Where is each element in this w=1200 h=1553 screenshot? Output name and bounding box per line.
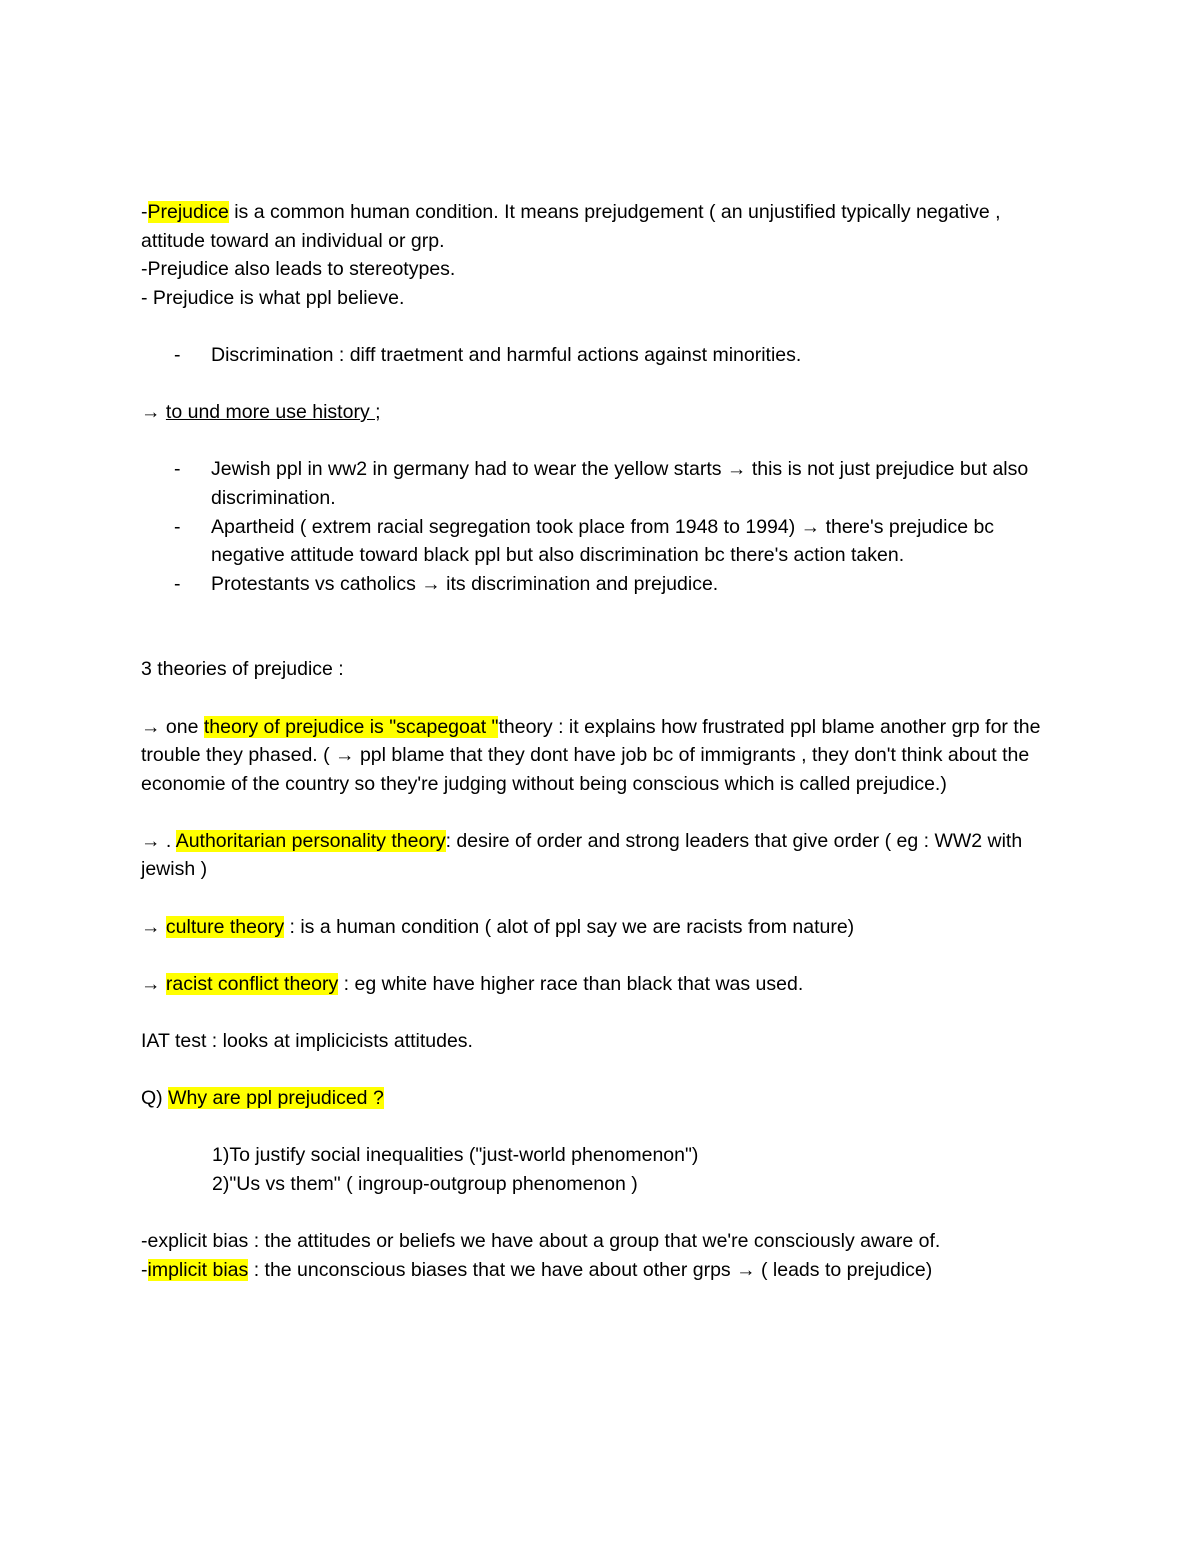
history-underlined: to und more use history ;	[165, 401, 381, 424]
implicit-bias: -implicit bias : the unconscious biases that we have about other grps → ( leads to prejudice)	[141, 1258, 933, 1281]
bullet-dash: -	[174, 515, 181, 538]
bullet-example-3	[141, 570, 1061, 599]
bullet-text: Jewish ppl in ww2 in germany had to wear the yellow starts → this is not just prejudice but also discrimination.	[211, 458, 1029, 509]
scapegoat-theory: → one theory of prejudice is "scapegoat "theory : it explains how frustrated ppl blame another grp for the trouble they phased. ( → ppl blame that they dont have job bc of immigrants , they don't think about the economie of the country so they're judging without being conscious which is called prejudice.)	[141, 715, 1041, 795]
highlight-question: Why are ppl prejudiced ?	[168, 1087, 384, 1110]
highlight-authoritarian: Authoritarian personality theory	[175, 829, 446, 852]
theories-heading: 3 theories of prejudice :	[141, 658, 344, 681]
iat-line: IAT test : looks at implicicists attitudes.	[141, 1030, 473, 1053]
history-line: → to und more use history ;	[141, 401, 381, 424]
bullet-text: Protestants vs catholics → its discrimination and prejudice.	[211, 572, 719, 595]
highlight-racist: racist conflict theory	[165, 972, 339, 995]
bullet-dash: -	[174, 343, 181, 366]
highlight-culture: culture theory	[165, 915, 285, 938]
reason-1: 1)To justify social inequalities ("just-world phenomenon")	[212, 1144, 699, 1167]
intro-line-3: - Prejudice is what ppl believe.	[141, 286, 405, 309]
culture-theory: → culture theory : is a human condition ( alot of ppl say we are racists from nature)	[141, 915, 855, 938]
bullet-text: Apartheid ( extrem racial segregation took place from 1948 to 1994) → there's prejudice bc negative attitude toward black ppl but also discrimination bc there's action taken.	[211, 515, 995, 567]
intro-line-1: -Prejudice is a common human condition. It means prejudgement ( an unjustified typically negative , attitude toward an individual or grp.	[141, 201, 1001, 252]
explicit-bias: -explicit bias : the attitudes or beliefs we have about a group that we're consciously aware of.	[141, 1230, 941, 1253]
bullet-example-2	[141, 513, 1061, 570]
highlight-implicit: implicit bias	[147, 1258, 249, 1281]
intro-line-2: -Prejudice also leads to stereotypes.	[141, 258, 456, 281]
bullet-example-1	[141, 455, 1061, 512]
bullet-dash: -	[174, 572, 181, 595]
document-body	[141, 198, 1061, 1284]
bullet-text: Discrimination : diff traetment and harmful actions against minorities.	[211, 343, 802, 366]
racist-conflict-theory: → racist conflict theory : eg white have higher race than black that was used.	[141, 972, 804, 995]
reason-2: 2)"Us vs them" ( ingroup-outgroup phenomenon )	[212, 1173, 638, 1195]
highlight-scapegoat: theory of prejudice is "scapegoat "	[203, 715, 499, 738]
bullet-discrimination	[141, 341, 1061, 370]
bullet-dash: -	[174, 458, 181, 481]
highlight-prejudice: Prejudice	[147, 201, 229, 223]
authoritarian-theory: → . Authoritarian personality theory: desire of order and strong leaders that give order ( eg : WW2 with jewish )	[141, 829, 1023, 881]
question-line: Q) Why are ppl prejudiced ?	[141, 1087, 384, 1110]
